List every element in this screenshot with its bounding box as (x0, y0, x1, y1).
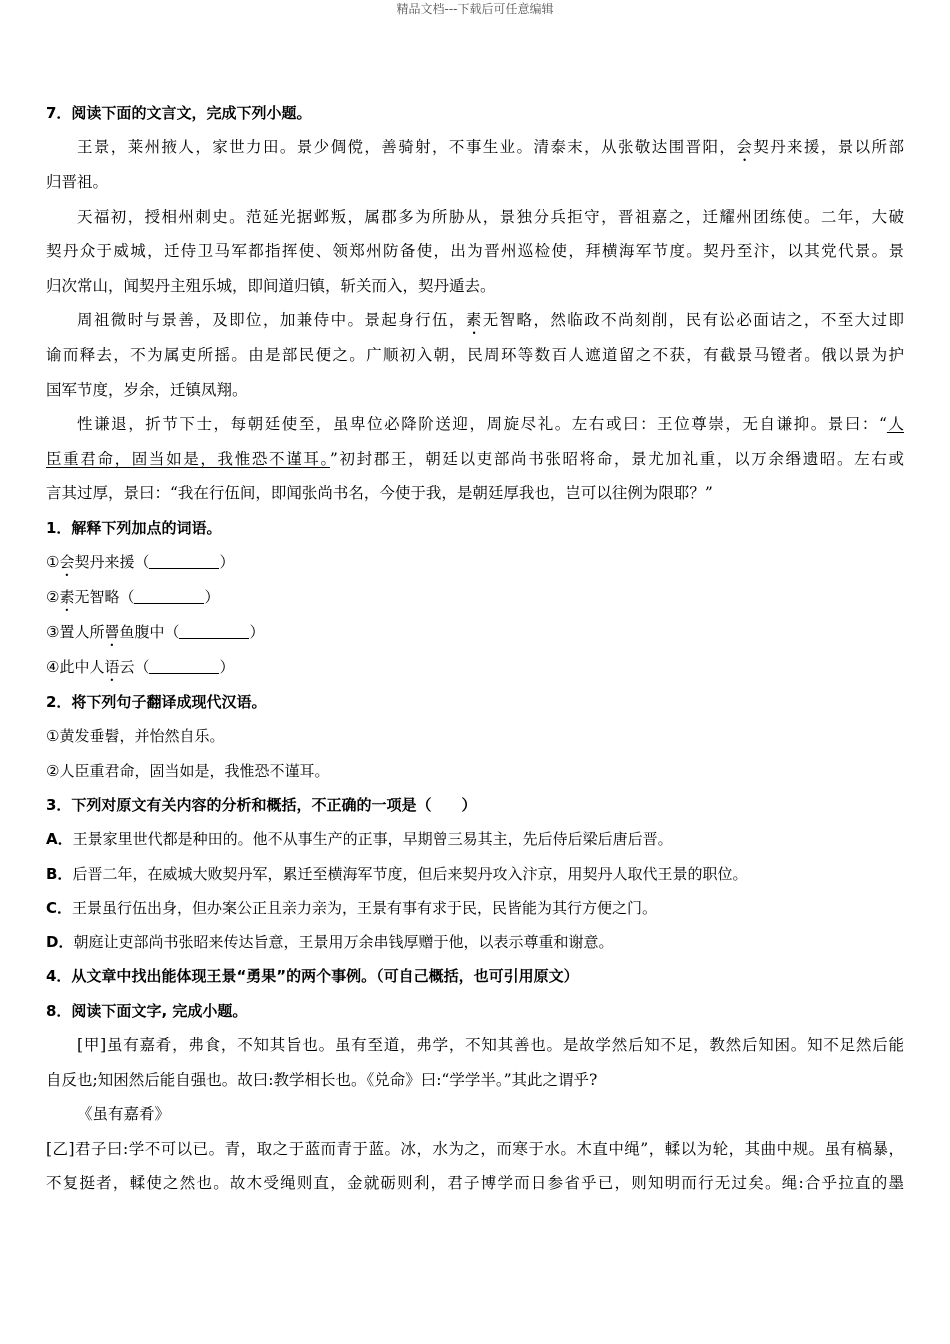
passage-source-title: 《虽有嘉肴》 (77, 1105, 171, 1124)
passage-line: 周祖微时与景善，及即位，加兼侍中。景起身行伍，素无智略，然临政不尚刻削，民有讼必面诘之，不至大过即 (77, 311, 904, 330)
passage-line: 归晋祖。 (46, 173, 109, 192)
answer-blank[interactable] (149, 551, 219, 569)
passage-line: 国军节度，岁余，迁镇凤翔。 (46, 380, 248, 399)
passage-line: 谕而释去，不为属吏所摇。由是部民便之。广顺初入朝，民周环等数百人遮道留之不获，有截景马镫者。俄以景为护 (46, 346, 904, 365)
sub-question-1: 1．解释下列加点的词语。 (46, 518, 222, 537)
answer-blank[interactable] (179, 621, 249, 639)
option-b[interactable]: B．后晋二年，在威城大败契丹军，累迁至横海军节度，但后来契丹攻入汴京，用契丹人取代王景的职位。 (46, 864, 748, 883)
passage-line: 契丹众于威城，迁侍卫马军都指挥使、领郑州防备使，出为晋州巡检使，拜横海军节度。契丹至汴，以其党代景。景 (46, 242, 904, 261)
dotted-word: 素 (59, 588, 75, 607)
question-7-title: 7．阅读下面的文言文，完成下列小题。 (46, 104, 312, 122)
dotted-word: 素 (465, 311, 483, 330)
underlined-sentence: 人 (886, 415, 904, 434)
vocab-item: ③置人所罾鱼腹中（ ） (46, 623, 265, 642)
passage-line: [甲]虽有嘉肴，弗食，不知其旨也。虽有至道，弗学，不知其善也。是故学然后知不足，教然后知困。知不足然后能 (77, 1036, 904, 1055)
translation-item: ②人臣重君命，固当如是，我惟恐不谨耳。 (46, 761, 330, 780)
answer-blank[interactable] (134, 586, 204, 604)
option-a[interactable]: A．王景家里世代都是种田的。他不从事生产的正事，早期曾三易其主，先后侍后梁后唐后晋。 (46, 830, 673, 849)
sub-question-2: 2．将下列句子翻译成现代汉语。 (46, 693, 267, 712)
document-body (46, 96, 904, 1201)
underlined-sentence: 臣重君命，固当如是，我惟恐不谨耳。 (46, 449, 330, 468)
vocab-item: ②素无智略（ ） (46, 588, 220, 607)
question-8-title: 8．阅读下面文字, 完成小题。 (46, 1001, 248, 1020)
translation-item: ①黄发垂髫，并怡然自乐。 (46, 727, 225, 746)
passage-line: 性谦退，折节下士，每朝廷使至，虽卑位必降阶送迎，周旋尽礼。左右或曰：王位尊崇，无自谦抑。景曰：“人 (77, 415, 904, 434)
page-header: 精品文档---下载后可任意编辑 (396, 2, 554, 16)
option-d[interactable]: D．朝庭让吏部尚书张昭来传达旨意，王景用万余串钱厚赠于他，以表示尊重和谢意。 (46, 933, 614, 952)
dotted-word: 会 (736, 138, 754, 157)
passage-line: 臣重君命，固当如是，我惟恐不谨耳。”初封郡王，朝廷以吏部尚书张昭将命，景尤加礼重，以万余缗遗昭。左右或 (46, 449, 904, 468)
vocab-item: ①会契丹来援（ ） (46, 553, 235, 572)
passage-line: 王景，莱州掖人，家世力田。景少倜傥，善骑射，不事生业。清泰末，从张敬达围晋阳，会契丹来援，景以所部 (77, 138, 904, 157)
passage-line: 自反也;知困然后能自强也。故曰:教学相长也。《兑命》曰:“学学半。”其此之谓乎? (46, 1070, 598, 1089)
dotted-word: 会 (59, 553, 75, 572)
passage-line: 归次常山，闻契丹主殂乐城，即间道归镇，斩关而入，契丹遁去。 (46, 276, 496, 295)
sub-question-4: 4．从文章中找出能体现王景“勇果”的两个事例。（可自己概括，也可引用原文） (46, 967, 579, 986)
dotted-word: 罾 (104, 623, 120, 642)
vocab-item: ④此中人语云（ ） (46, 658, 235, 677)
passage-line: 言其过厚，景曰：“我在行伍间，即闻张尚书名，今使于我，是朝廷厚我也，岂可以往例为限耶？” (46, 484, 713, 503)
passage-line: 不复挺者，輮使之然也。故木受绳则直，金就砺则利，君子博学而日参省乎已，则知明而行无过矣。绳:合乎拉直的墨 (46, 1174, 904, 1193)
passage-line: 天福初，授相州刺史。范延光据邺叛，属郡多为所胁从，景独分兵拒守，晋祖嘉之，迁耀州团练使。二年，大破 (77, 207, 904, 226)
option-c[interactable]: C．王景虽行伍出身，但办案公正且亲力亲为，王景有事有求于民，民皆能为其行方便之门。 (46, 898, 658, 917)
answer-blank[interactable] (149, 656, 219, 674)
dotted-word: 语 (104, 658, 120, 677)
sub-question-3: 3．下列对原文有关内容的分析和概括，不正确的一项是（ ） (46, 795, 477, 814)
passage-line: [乙]君子曰:学不可以已。青，取之于蓝而青于蓝。冰，水为之，而寒于水。木直中绳”，輮以为轮，其曲中规。虽有槁暴， (46, 1139, 904, 1158)
